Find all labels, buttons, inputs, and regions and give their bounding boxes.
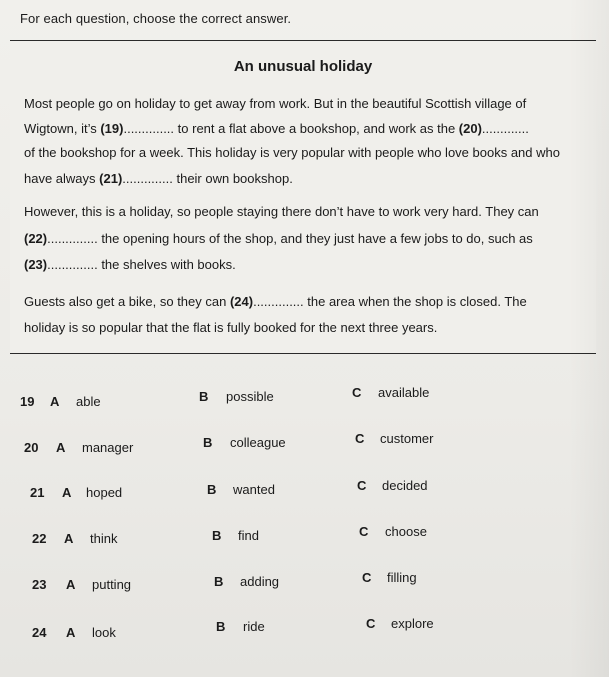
gap-22-blank[interactable]: .............. [47,231,98,246]
option-b-letter[interactable]: B [216,619,226,634]
option-b-letter[interactable]: B [207,482,217,497]
passage-text: the area when the shop is closed. The [303,294,527,309]
option-a-text[interactable]: manager [82,440,134,455]
option-b-text[interactable]: colleague [230,435,286,450]
option-b-text[interactable]: ride [243,619,265,634]
passage-text: the shelves with books. [97,257,236,272]
option-b-text[interactable]: find [238,528,259,543]
passage-line-7 [24,257,236,272]
gap-20-number: (20) [458,121,482,136]
passage-title: An unusual holiday [233,58,373,75]
option-c-text[interactable]: decided [382,478,428,493]
option-b-letter[interactable]: B [199,389,209,404]
passage-line-8 [24,294,527,309]
passage-line-9 [24,320,437,335]
option-c-text[interactable]: filling [387,570,417,585]
option-a-letter[interactable]: A [50,394,60,409]
passage-text: to rent a flat above a bookshop, and work as the [174,121,459,136]
option-c-letter[interactable]: C [366,616,376,631]
passage-text: their own bookshop. [172,171,293,186]
question-number: 20 [24,440,39,455]
page-edge-shadow [569,0,609,677]
option-a-text[interactable]: look [92,625,116,640]
passage-text: Most people go on holiday to get away from work. But in the beautiful Scottish village of [24,96,527,111]
passage-line-3 [24,145,560,160]
passage-text: of the bookshop for a week. This holiday is very popular with people who love books and who [24,145,560,160]
question-number: 21 [30,485,45,500]
option-a-text[interactable]: think [90,531,118,546]
option-c-letter[interactable]: C [362,570,372,585]
option-c-letter[interactable]: C [352,385,362,400]
passage-text: Wigtown, it’s [24,121,101,136]
option-c-text[interactable]: choose [385,524,427,539]
passage-line-2 [24,121,529,136]
gap-19-blank[interactable]: .............. [123,121,175,136]
option-a-letter[interactable]: A [56,440,66,455]
option-c-text[interactable]: customer [380,431,434,446]
passage-line-6 [24,231,533,246]
gap-19-number: (19) [100,121,124,136]
passage-box [10,40,596,354]
passage-text: However, this is a holiday, so people staying there don’t have to work very hard. They can [24,204,539,219]
option-c-text[interactable]: available [378,385,430,400]
question-number: 23 [32,577,47,592]
question-number: 22 [32,531,47,546]
option-b-letter[interactable]: B [212,528,222,543]
option-c-letter[interactable]: C [357,478,367,493]
gap-21-number: (21) [99,171,123,186]
option-c-letter[interactable]: C [355,431,365,446]
gap-20-blank[interactable]: ............. [481,121,529,136]
passage-text: holiday is so popular that the flat is fully booked for the next three years. [24,320,438,335]
option-b-text[interactable]: adding [240,574,280,589]
gap-22-number: (22) [24,231,48,246]
option-a-letter[interactable]: A [62,485,72,500]
gap-24-number: (24) [229,294,254,309]
passage-line-1 [24,96,526,111]
passage-text: the opening hours of the shop, and they just have a few jobs to do, such as [97,231,533,246]
gap-23-blank[interactable]: .............. [47,257,98,272]
passage-line-4 [24,171,293,186]
passage-line-5 [24,204,539,219]
option-b-text[interactable]: possible [226,389,274,404]
option-b-text[interactable]: wanted [233,482,275,497]
option-a-letter[interactable]: A [66,625,76,640]
option-a-text[interactable]: able [76,394,101,409]
gap-24-blank[interactable]: .............. [253,294,304,309]
option-a-text[interactable]: hoped [86,485,123,500]
option-c-letter[interactable]: C [359,524,369,539]
option-a-text[interactable]: putting [92,577,132,592]
option-a-letter[interactable]: A [64,531,74,546]
option-b-letter[interactable]: B [203,435,213,450]
question-number: 24 [32,625,47,640]
question-number: 19 [20,394,35,409]
gap-23-number: (23) [24,257,48,272]
instruction-text: For each question, choose the correct answer. [20,11,292,26]
gap-21-blank[interactable]: .............. [122,171,173,186]
option-c-text[interactable]: explore [391,616,434,631]
option-b-letter[interactable]: B [214,574,224,589]
option-a-letter[interactable]: A [66,577,76,592]
passage-text: have always [24,171,100,186]
passage-text: Guests also get a bike, so they can [24,294,230,309]
